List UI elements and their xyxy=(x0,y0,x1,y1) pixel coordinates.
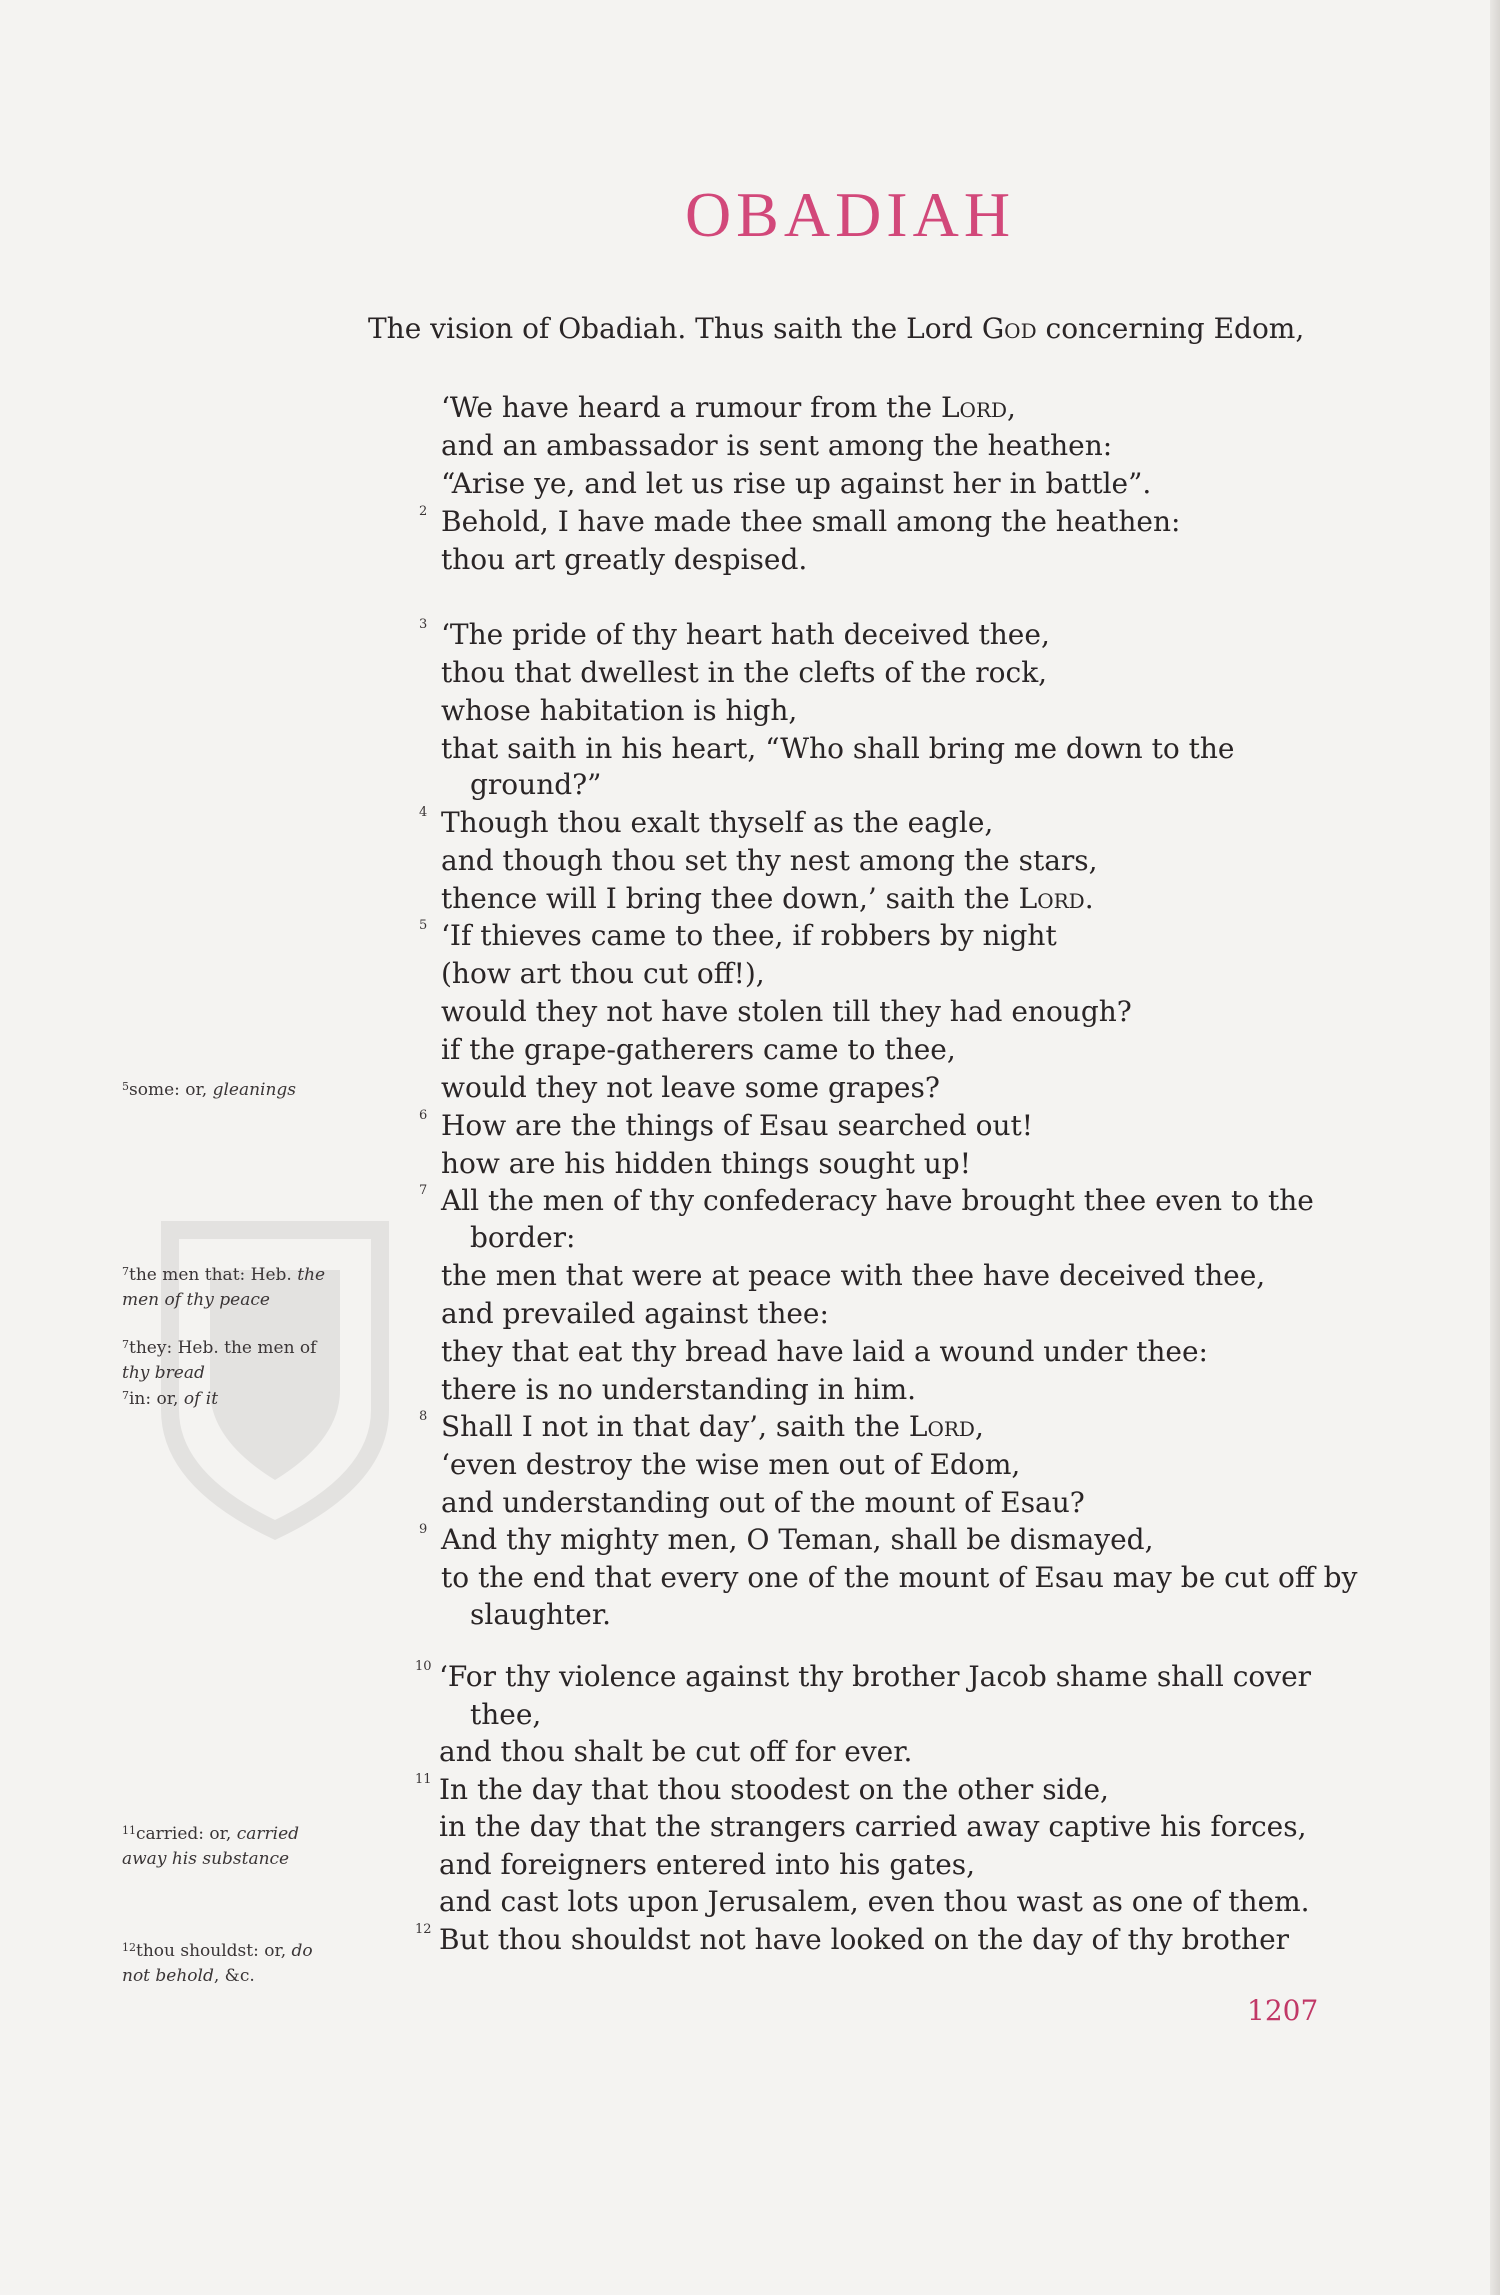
verse-line: 6 How are the things of Esau searched out! xyxy=(419,1108,1033,1142)
verse-line: if the grape-gatherers came to thee, xyxy=(441,1033,956,1066)
verse-number: 5 xyxy=(419,918,428,933)
verse-line: 8 Shall I not in that day’, saith the Lord, xyxy=(419,1409,984,1443)
verse-line: to the end that every one of the mount of Esau may be cut off by xyxy=(441,1561,1358,1594)
verse-number: 8 xyxy=(419,1409,428,1424)
verse-line: whose habitation is high, xyxy=(441,694,798,727)
margin-note: $^7$the men that: Heb. the men of thy peace xyxy=(122,1265,326,1310)
verse-line: (how art thou cut off!), xyxy=(441,957,765,990)
verse-number: 9 xyxy=(419,1522,428,1537)
verse-line: and foreigners entered into his gates, xyxy=(439,1848,976,1881)
verse-number: 2 xyxy=(419,504,428,519)
verse-line: ‘We have heard a rumour from the Lord, xyxy=(441,391,1016,424)
verse-line: 10 ‘For thy violence against thy brother Jacob shame shall cover xyxy=(415,1659,1312,1693)
verse-line: ‘even destroy the wise men out of Edom, xyxy=(441,1448,1021,1481)
page-edge xyxy=(1490,0,1500,2295)
verse-number: 10 xyxy=(415,1659,432,1674)
verse-line: there is no understanding in him. xyxy=(441,1373,917,1406)
verse-line: 12 But thou shouldst not have looked on the day of thy brother xyxy=(415,1922,1290,1956)
margin-note: $^7$they: Heb. the men of thy bread xyxy=(122,1338,317,1383)
verse-line: ground?” xyxy=(470,768,602,801)
margin-note: $^5$some: or, gleanings xyxy=(122,1080,297,1100)
verse-line: 7 All the men of thy confederacy have brought thee even to the xyxy=(419,1183,1314,1217)
verse-line: and an ambassador is sent among the heathen: xyxy=(441,429,1113,462)
page-number: 1207 xyxy=(1247,1994,1319,2027)
verse-line: how are his hidden things sought up! xyxy=(441,1147,971,1180)
verse-line: thence will I bring thee down,’ saith the Lord. xyxy=(441,882,1094,915)
verse-line: 2 Behold, I have made thee small among the heathen: xyxy=(419,504,1181,538)
verse-number: 7 xyxy=(419,1183,428,1198)
verse-number: 4 xyxy=(419,805,428,820)
verse-line: 4 Though thou exalt thyself as the eagle, xyxy=(419,805,994,839)
verse-line: 9 And thy mighty men, O Teman, shall be dismayed, xyxy=(419,1522,1154,1556)
verse-line: 5 ‘If thieves came to thee, if robbers by night xyxy=(419,918,1057,952)
verse-number: 6 xyxy=(419,1108,428,1123)
verse-line: that saith in his heart, “Who shall bring me down to the xyxy=(441,732,1235,765)
verse-line: and cast lots upon Jerusalem, even thou wast as one of them. xyxy=(439,1885,1310,1918)
margin-note: $^{11}$carried: or, carried away his substance xyxy=(122,1824,300,1869)
verse-line: thee, xyxy=(470,1698,542,1731)
verse-line: thou that dwellest in the clefts of the rock, xyxy=(441,656,1048,689)
verse-line: they that eat thy bread have laid a wound under thee: xyxy=(441,1335,1208,1368)
intro-line: The vision of Obadiah. Thus saith the Lord God concerning Edom, xyxy=(368,312,1305,345)
margin-note: $^{12}$thou shouldst: or, do not behold, &c. xyxy=(122,1941,313,1986)
verse-line: the men that were at peace with thee have deceived thee, xyxy=(441,1259,1266,1292)
margin-note: $^7$in: or, of it xyxy=(122,1389,219,1409)
book-title: OBADIAH xyxy=(684,179,1016,250)
verse-number: 11 xyxy=(415,1772,432,1787)
verse-line: and though thou set thy nest among the stars, xyxy=(441,844,1098,877)
verse-line: and thou shalt be cut off for ever. xyxy=(439,1735,913,1768)
verse-line: in the day that the strangers carried away captive his forces, xyxy=(439,1810,1307,1843)
verse-line: 3 ‘The pride of thy heart hath deceived thee, xyxy=(419,617,1050,651)
verse-line: 11 In the day that thou stoodest on the other side, xyxy=(415,1772,1109,1806)
verse-line: and prevailed against thee: xyxy=(441,1297,829,1330)
verse-line: and understanding out of the mount of Esau? xyxy=(441,1486,1085,1519)
verse-line: would they not have stolen till they had enough? xyxy=(441,995,1132,1028)
verse-line: border: xyxy=(470,1221,576,1254)
verse-number: 3 xyxy=(419,617,428,632)
verse-line: would they not leave some grapes? xyxy=(441,1071,940,1104)
verse-line: thou art greatly despised. xyxy=(441,543,808,576)
verse-line: “Arise ye, and let us rise up against her in battle”. xyxy=(441,467,1152,500)
verse-line: slaughter. xyxy=(470,1598,612,1631)
verse-number: 12 xyxy=(415,1922,432,1937)
